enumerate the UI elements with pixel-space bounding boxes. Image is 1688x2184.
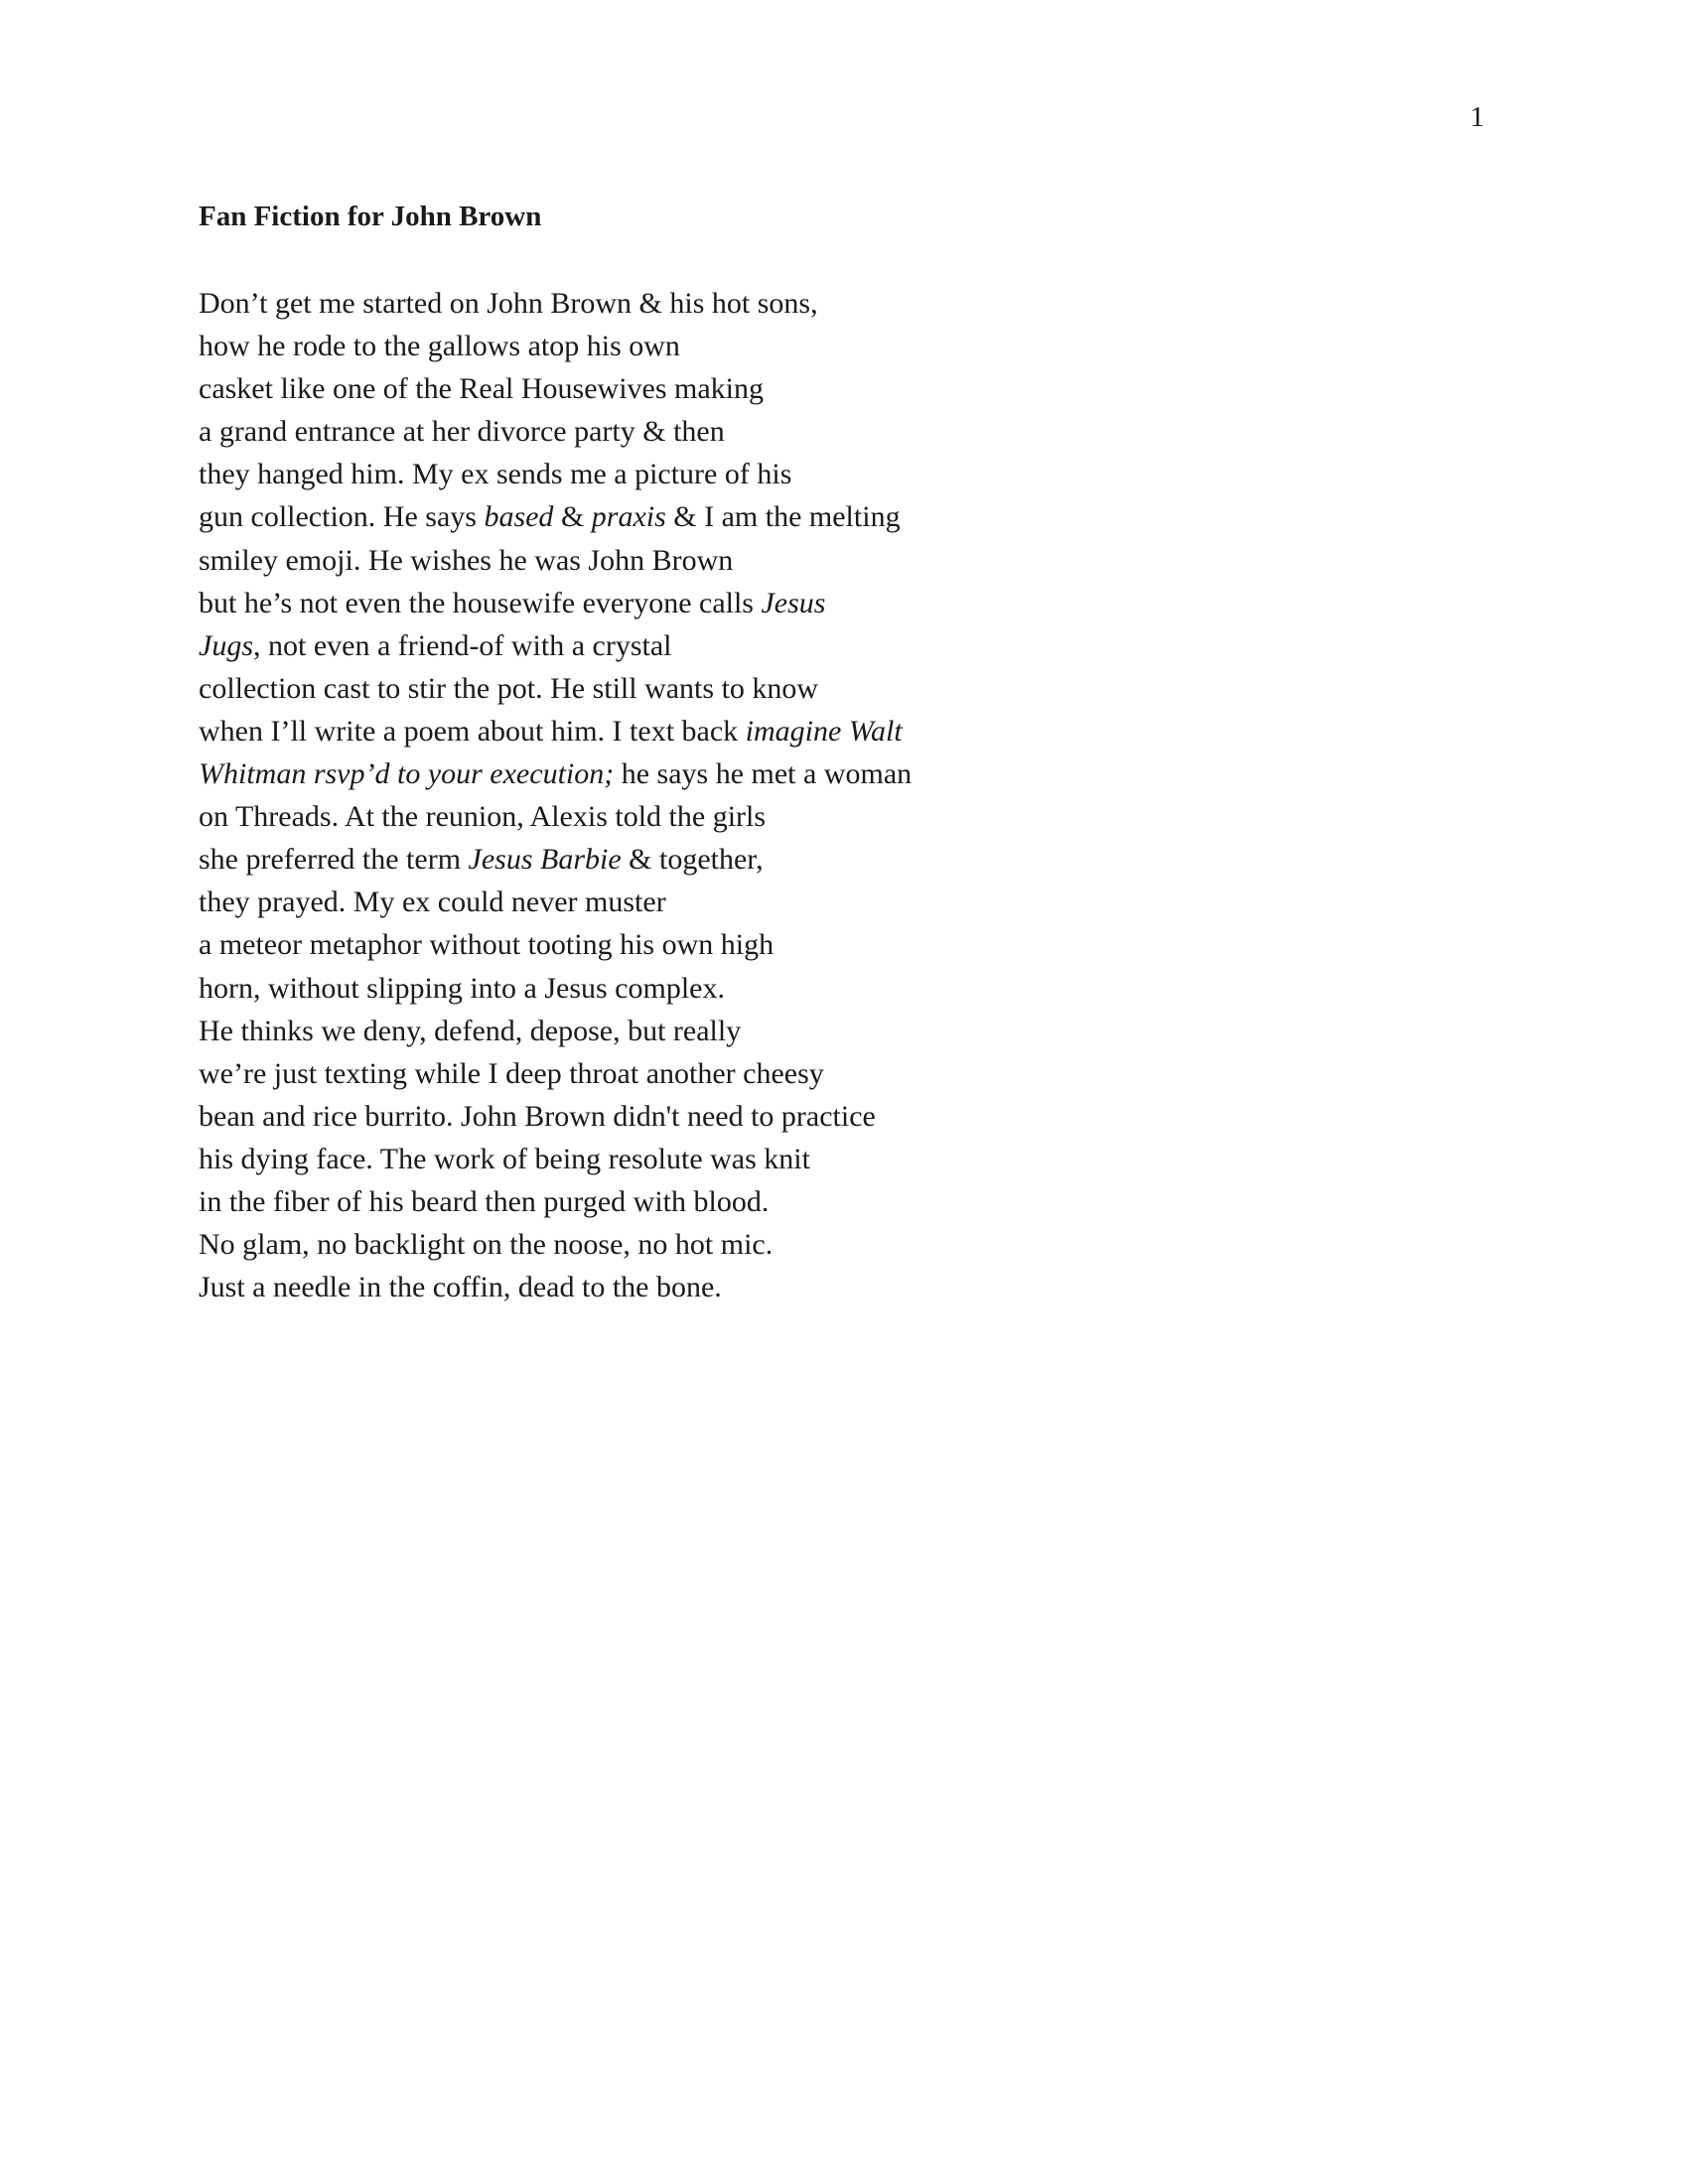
poem-text: but he’s not even the housewife everyone calls (199, 586, 762, 619)
poem-line (199, 495, 1192, 538)
poem-text: a grand entrance at her divorce party & then (199, 415, 725, 449)
poem-line (199, 1010, 1192, 1052)
poem-italic-text: Whitman rsvp’d to your execution; (199, 757, 615, 791)
poem-line (199, 795, 1192, 838)
poem-italic-text: Jesus Barbie (468, 843, 622, 877)
poem-text: collection cast to stir the pot. He still wants to know (199, 671, 819, 705)
poem-text: , not even a friend-of with a crystal (253, 628, 672, 662)
poem-line (199, 1138, 1192, 1180)
poem-italic-text: Jesus (761, 586, 826, 619)
poem-text: she preferred the term (199, 843, 469, 877)
poem-text: No glam, no backlight on the noose, no hot mic. (199, 1228, 774, 1262)
poem-line (199, 881, 1192, 923)
poem-text: casket like one of the Real Housewives making (199, 372, 765, 406)
poem-line (199, 667, 1192, 710)
poem-text: they prayed. My ex could never muster (199, 886, 666, 919)
poem-text: & I am the melting (665, 500, 901, 534)
poem-body (199, 282, 1192, 1308)
poem-text: on Threads. At the reunion, Alexis told the girls (199, 800, 767, 834)
poem-text: horn, without slipping into a Jesus complex. (199, 971, 725, 1005)
poem-text: they hanged him. My ex sends me a picture of his (199, 458, 792, 491)
poem-line (199, 1095, 1192, 1138)
poem-text: he says he met a woman (614, 757, 913, 791)
poem-line (199, 752, 1192, 795)
poem-italic-text: praxis (591, 500, 666, 534)
poem-line (199, 838, 1192, 881)
poem-line (199, 282, 1192, 325)
page-number: 1 (1470, 101, 1484, 133)
poem-text: how he rode to the gallows atop his own (199, 330, 680, 363)
poem-text: we’re just texting while I deep throat another cheesy (199, 1056, 824, 1090)
poem-text: Don’t get me started on John Brown & his hot sons, (199, 287, 818, 320)
poem-line (199, 453, 1192, 495)
poem-text: & together, (621, 843, 764, 877)
poem-text: & (553, 500, 592, 534)
poem-text: his dying face. The work of being resolute was knit (199, 1142, 810, 1175)
poem-line (199, 967, 1192, 1010)
poem-line (199, 1180, 1192, 1223)
poem-line (199, 582, 1192, 624)
poem-text: bean and rice burrito. John Brown didn't need to practice (199, 1099, 876, 1133)
poem-line (199, 1052, 1192, 1095)
poem-italic-text: imagine Walt (745, 714, 903, 748)
poem-line (199, 1223, 1192, 1266)
poem-line (199, 1266, 1192, 1308)
poem-line (199, 367, 1192, 410)
poem-line (199, 325, 1192, 367)
poem-title: Fan Fiction for John Brown (199, 201, 542, 232)
poem-line (199, 923, 1192, 966)
poem-text: a meteor metaphor without tooting his own high (199, 928, 774, 962)
poem-text: He thinks we deny, defend, depose, but really (199, 1014, 742, 1047)
poem-italic-text: Jugs (199, 628, 253, 662)
poem-line (199, 539, 1192, 582)
poem-italic-text: based (484, 500, 554, 534)
poem-text: Just a needle in the coffin, dead to the bone. (199, 1271, 722, 1304)
poem-text: gun collection. He says (199, 500, 485, 534)
poem-text: when I’ll write a poem about him. I text back (199, 714, 746, 748)
poem-text: smiley emoji. He wishes he was John Brown (199, 543, 734, 577)
poem-line (199, 624, 1192, 667)
poem-line (199, 410, 1192, 453)
poem-text: in the fiber of his beard then purged with blood. (199, 1184, 770, 1218)
poem-line (199, 710, 1192, 752)
